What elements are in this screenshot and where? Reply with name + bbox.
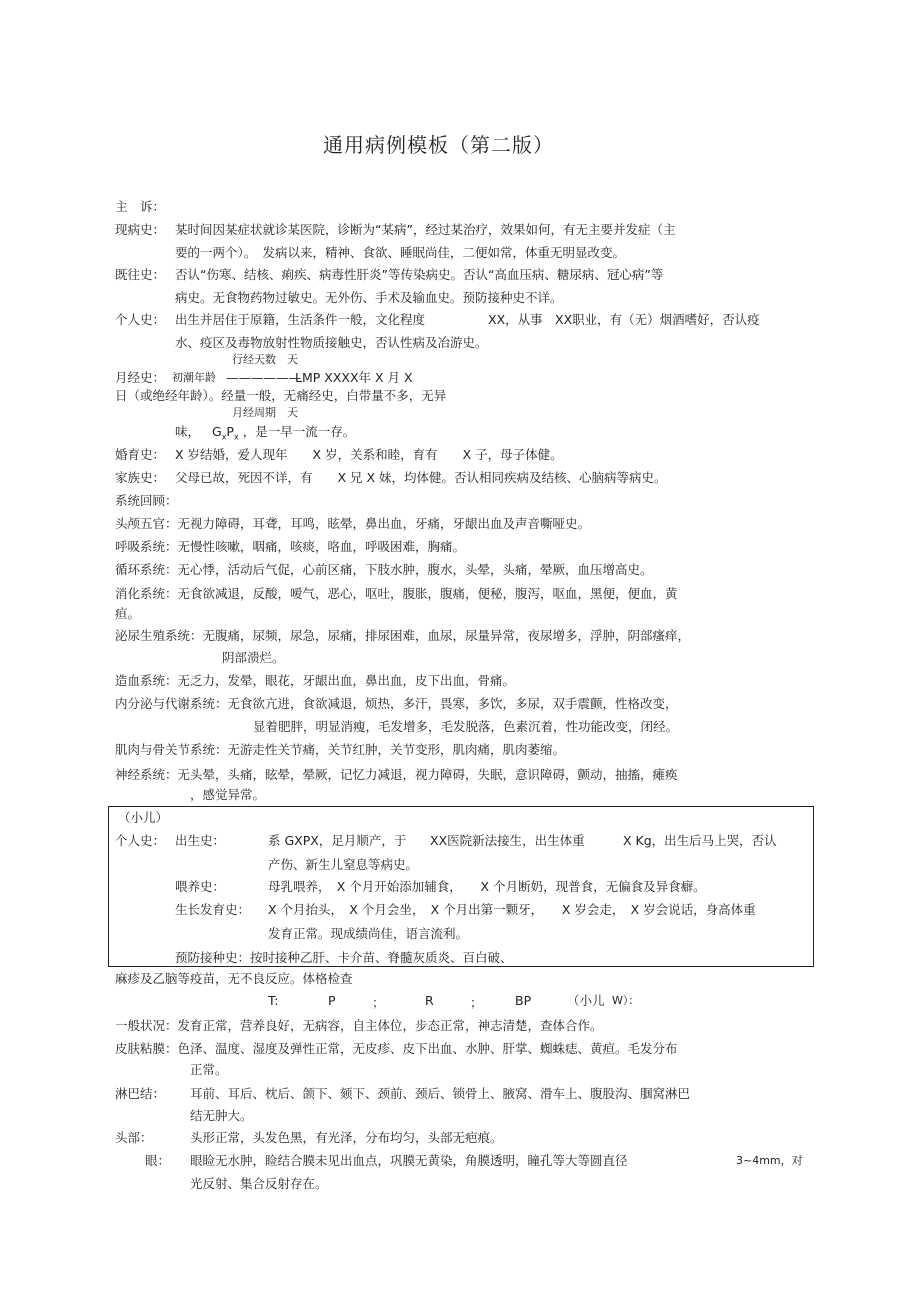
child-birth1b: XX医院新法接生，出生体重 xyxy=(430,833,585,848)
vital-r: R xyxy=(425,993,434,1008)
sys-uro2: 阴部溃烂。 xyxy=(222,650,285,665)
gravida: G xyxy=(212,424,222,439)
personal-line2: 水、疫区及毒物放射性物质接触史，否认性病及冶游史。 xyxy=(175,335,488,350)
menstrual-lmp: LMP XXXX年 X 月 X xyxy=(295,370,413,385)
gravida-sub: x xyxy=(221,432,227,442)
marital-text: X 岁结婚，爱人现年 X 岁，关系和睦，育有 X 子，母子体健。 xyxy=(175,447,563,462)
present-line1: 某时间因某症状就诊某医院，诊断为“某病”，经过某治疗，效果如何，有无主要并发症（主 xyxy=(175,222,676,237)
personal-line1b: XX，从事 xyxy=(488,312,543,327)
marital-label: 婚育史： xyxy=(115,447,166,462)
vaccination-cont: 麻疹及乙脑等疫苗，无不良反应。体格检查 xyxy=(115,971,353,986)
exam-head: 头形正常，头发色黑，有光泽，分布均匀，头部无疤痕。 xyxy=(190,1130,503,1145)
personal-label: 个人史： xyxy=(115,312,166,327)
past-label: 既往史： xyxy=(115,267,166,282)
sys-uro1: 泌尿生殖系统：无腹痛，尿频，尿急，尿痛，排尿困难，血尿，尿量异常，夜尿增多，浮肿，阴部瘙痒， xyxy=(115,628,691,643)
child-feed-label: 喂养史： xyxy=(175,879,226,894)
menstrual-dash: —————— xyxy=(226,370,301,385)
exam-eye2: 光反射、集合反射存在。 xyxy=(190,1176,328,1191)
exam-skin2: 正常。 xyxy=(190,1062,228,1077)
child-growth-label: 生长发育史： xyxy=(175,902,251,917)
chief-label: 主 诉： xyxy=(115,199,166,214)
sys-neuro1: 神经系统：无头晕，头痛，眩晕，晕厥，记忆力减退，视力障碍，失眠，意识障碍，颤动，抽搐，瘫痪 xyxy=(115,767,678,782)
menstrual-line2: 日（或绝经年龄）。经量一般，无痛经史，白带量不多，无异 xyxy=(115,388,447,403)
exam-eye-label: 眼： xyxy=(145,1153,171,1168)
child-birth2: 产伤、新生儿窒息等病史。 xyxy=(268,857,419,872)
personal-line1a: 出生并居住于原籍，生活条件一般，文化程度 xyxy=(175,312,426,327)
menstrual-birth: ，是一早一流一存。 xyxy=(242,424,356,439)
child-birth1c: X Kg，出生后马上哭，否认 xyxy=(623,833,777,848)
exam-lymph-label: 淋巴结： xyxy=(115,1086,166,1101)
child-growth2: 发育正常。现成绩尚佳，语言流利。 xyxy=(268,926,469,941)
past-line2: 病史。无食物药物过敏史。无外伤、手术及输血史。预防接种史不详。 xyxy=(175,290,563,305)
child-birth1a: 系 GXPX，足月顺产，于 xyxy=(268,833,407,848)
exam-lymph2: 结无肿大。 xyxy=(190,1108,253,1123)
sys-circ: 循环系统：无心悸，活动后气促，心前区痛，下肢水肿，腹水，头晕，头痛，晕厥，血压增高史。 xyxy=(115,562,653,577)
child-feed: 母乳喂养， X 个月开始添加辅食， X 个月断奶，现普食，无偏食及异食癖。 xyxy=(268,879,706,894)
family-text: 父母已故，死因不详，有 X 兄 X 妹，均体健。否认相同疾病及结核、心脑病等病史。 xyxy=(175,470,667,485)
exam-lymph1: 耳前、耳后、枕后、颌下、颏下、颈前、颈后、锁骨上、腋窝、滑车上、腹股沟、腘窝淋巴 xyxy=(190,1086,691,1101)
vital-sep1: ； xyxy=(372,995,385,1010)
sys-head: 头颅五官：无视力障碍，耳聋，耳鸣，眩晕，鼻出血，牙痛，牙龈出血及声音嘶哑史。 xyxy=(115,516,591,531)
child-personal-label: 个人史： xyxy=(115,833,166,848)
exam-general: 一般状况：发育正常，营养良好，无病容，自主体位，步态正常，神志清楚，查体合作。 xyxy=(115,1018,603,1033)
exam-eye1b: 3~4mm，对 xyxy=(736,1154,803,1167)
family-label: 家族史： xyxy=(115,470,166,485)
menstrual-label: 月经史： xyxy=(115,370,166,385)
child-birth-label: 出生史： xyxy=(175,833,226,848)
vital-p: P xyxy=(328,993,336,1008)
exam-head-label: 头部： xyxy=(115,1130,153,1145)
exam-eye1: 眼睑无水肿，睑结合膜未见出血点，巩膜无黄染，角膜透明，瞳孔等大等圆直径 xyxy=(190,1153,628,1168)
sys-resp: 呼吸系统：无慢性咳嗽，咽痛，咳痰，咯血，呼吸困难，胸痛。 xyxy=(115,539,466,554)
past-line1: 否认“伤寒、结核、痢疾、病毒性肝炎”等传染病史。否认“高血压病、糖尿病、冠心病”等 xyxy=(175,267,664,282)
vital-child: （小儿 xyxy=(567,993,605,1008)
sys-endo1: 内分泌与代谢系统：无食欲亢进，食欲减退，烦热，多汗，畏寒，多饮，多尿，双手震颤，性格改变， xyxy=(115,696,678,711)
menstrual-bottom: 月经周期 天 xyxy=(232,406,298,419)
para-sub: x xyxy=(233,432,239,442)
child-growth1: X 个月抬头， X 个月会坐， X 个月出第一颗牙， X 岁会走， X 岁会说话，身高体重 xyxy=(268,902,756,917)
sys-musc: 肌肉与骨关节系统：无游走性关节痛，关节红肿，关节变形，肌肉痛，肌肉萎缩。 xyxy=(115,742,566,757)
menstrual-menarche: 初潮年龄 xyxy=(172,371,216,384)
sys-hem: 造血系统：无乏力，发晕，眼花，牙龈出血，鼻出血，皮下出血，骨痛。 xyxy=(115,673,516,688)
vital-sep2: ； xyxy=(470,995,483,1010)
review-label: 系统回顾： xyxy=(115,493,178,508)
vital-w: W）： xyxy=(612,994,640,1007)
page-title: 通用病例模板（第二版） xyxy=(323,133,554,157)
menstrual-line3 xyxy=(175,424,355,446)
present-line2: 要的一两个）。 发病以来，精神、食欲、睡眠尚佳，二便如常，体重无明显改变。 xyxy=(175,245,626,260)
sys-dig1: 消化系统：无食欲减退，反酸，嗳气，恶心，呕吐，腹胀，腹痛，便秘，腹泻，呕血，黑便，便血，黄 xyxy=(115,586,678,601)
vital-t: T: xyxy=(268,993,279,1008)
child-header: （小儿） xyxy=(118,810,169,825)
present-label: 现病史： xyxy=(115,222,166,237)
child-vaccination: 预防接种史：按时接种乙肝、卡介苗、脊髓灰质炎、百白破、 xyxy=(175,950,513,965)
exam-skin1: 皮肤粘膜：色泽、温度、湿度及弹性正常，无皮疹、皮下出血、水肿、肝掌、蜘蛛痣、黄疸。毛发分布 xyxy=(115,1041,678,1056)
sys-endo2: 显着肥胖，明显消瘦，毛发增多，毛发脱落，色素沉着，性功能改变，闭经。 xyxy=(253,719,679,734)
sys-neuro2: ，感觉异常。 xyxy=(190,787,266,802)
personal-line1c: XX职业，有（无）烟酒嗜好，否认疫 xyxy=(555,312,760,327)
para: P xyxy=(226,424,234,439)
menstrual-top: 行经天数 天 xyxy=(232,353,298,366)
vital-bp: BP xyxy=(515,993,532,1008)
sys-dig2: 疸。 xyxy=(115,606,141,621)
menstrual-taste: 味， xyxy=(175,424,201,439)
